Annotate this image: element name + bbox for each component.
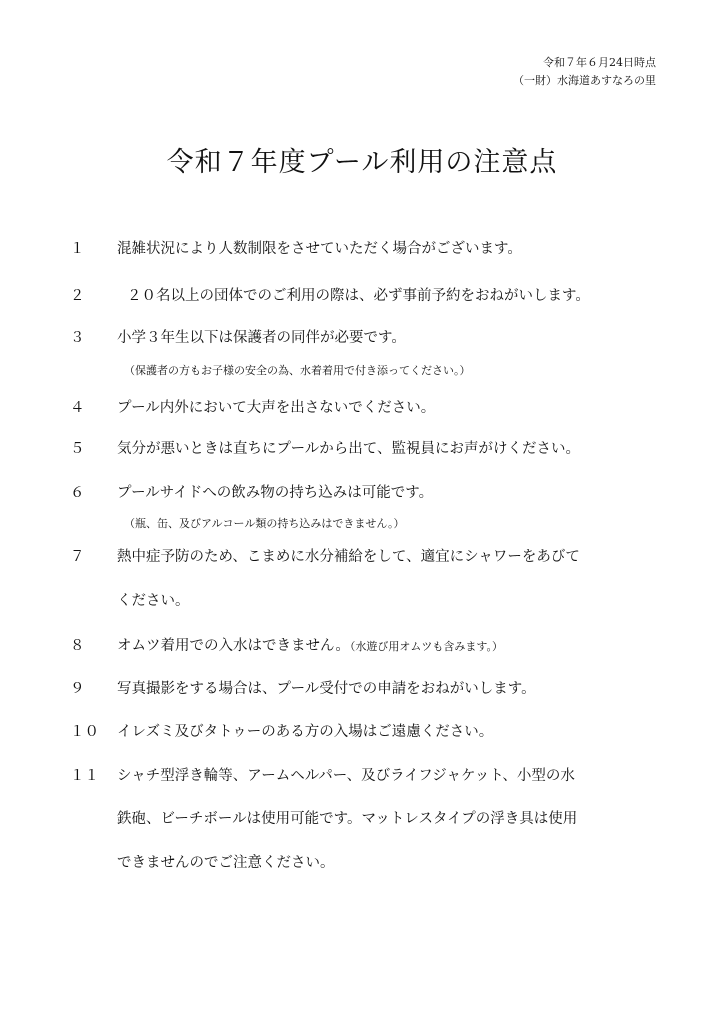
item-text: 熱中症予防のため、こまめに水分補給をして、適宜にシャワーをあびて bbox=[117, 549, 580, 565]
item-number: ３ bbox=[70, 330, 85, 346]
item-text: 小学３年生以下は保護者の同伴が必要です。 bbox=[117, 330, 406, 346]
item-text: シャチ型浮き輪等、アームヘルパー、及びライフジャケット、小型の水 bbox=[117, 768, 575, 784]
item-text: プールサイドへの飲み物の持ち込みは可能です。 bbox=[117, 485, 434, 501]
item-text: ２０名以上の団体でのご利用の際は、必ず事前予約をおねがいします。 bbox=[127, 288, 590, 304]
item-text: イレズミ及びタトゥーのある方の入場はご遠慮ください。 bbox=[117, 724, 494, 740]
item-number: ５ bbox=[70, 441, 85, 457]
item-text: オムツ着用での入水はできません。 bbox=[117, 638, 350, 654]
item-number: １ bbox=[70, 241, 85, 257]
item-text: 写真撮影をする場合は、プール受付での申請をおねがいします。 bbox=[117, 681, 536, 697]
item-text-continued: できませんのでご注意ください。 bbox=[117, 855, 335, 871]
item-note: （保護者の方もお子様の安全の為、水着着用で付き添ってください。） bbox=[124, 364, 471, 377]
page-title: 令和７年度プール利用の注意点 bbox=[166, 147, 558, 178]
item-inline-note: （水遊び用オムツも含みます。） bbox=[349, 640, 503, 653]
item-text: 気分が悪いときは直ちにプールから出て、監視員にお声がけください。 bbox=[117, 441, 580, 457]
date-line: 令和７年６月24日時点 bbox=[543, 56, 656, 69]
item-text-continued: 鉄砲、ビーチボールは使用可能です。マットレスタイプの浮き具は使用 bbox=[117, 811, 578, 827]
item-note: （瓶、缶、及びアルコール類の持ち込みはできません。） bbox=[124, 517, 405, 530]
organization-line: （一財）水海道あすなろの里 bbox=[513, 74, 656, 87]
item-text: 混雑状況により人数制限をさせていただく場合がございます。 bbox=[117, 241, 522, 257]
item-number: ６ bbox=[70, 485, 85, 501]
item-number: ７ bbox=[70, 549, 85, 565]
item-text: プール内外において大声を出さないでください。 bbox=[117, 400, 436, 416]
item-number: ９ bbox=[70, 681, 85, 697]
item-number: ８ bbox=[70, 638, 85, 654]
item-number: １１ bbox=[70, 768, 99, 784]
item-number: ２ bbox=[70, 288, 85, 304]
item-number: ４ bbox=[70, 400, 85, 416]
item-text-continued: ください。 bbox=[117, 593, 190, 609]
item-number: １０ bbox=[70, 724, 99, 740]
document-header bbox=[513, 54, 656, 90]
